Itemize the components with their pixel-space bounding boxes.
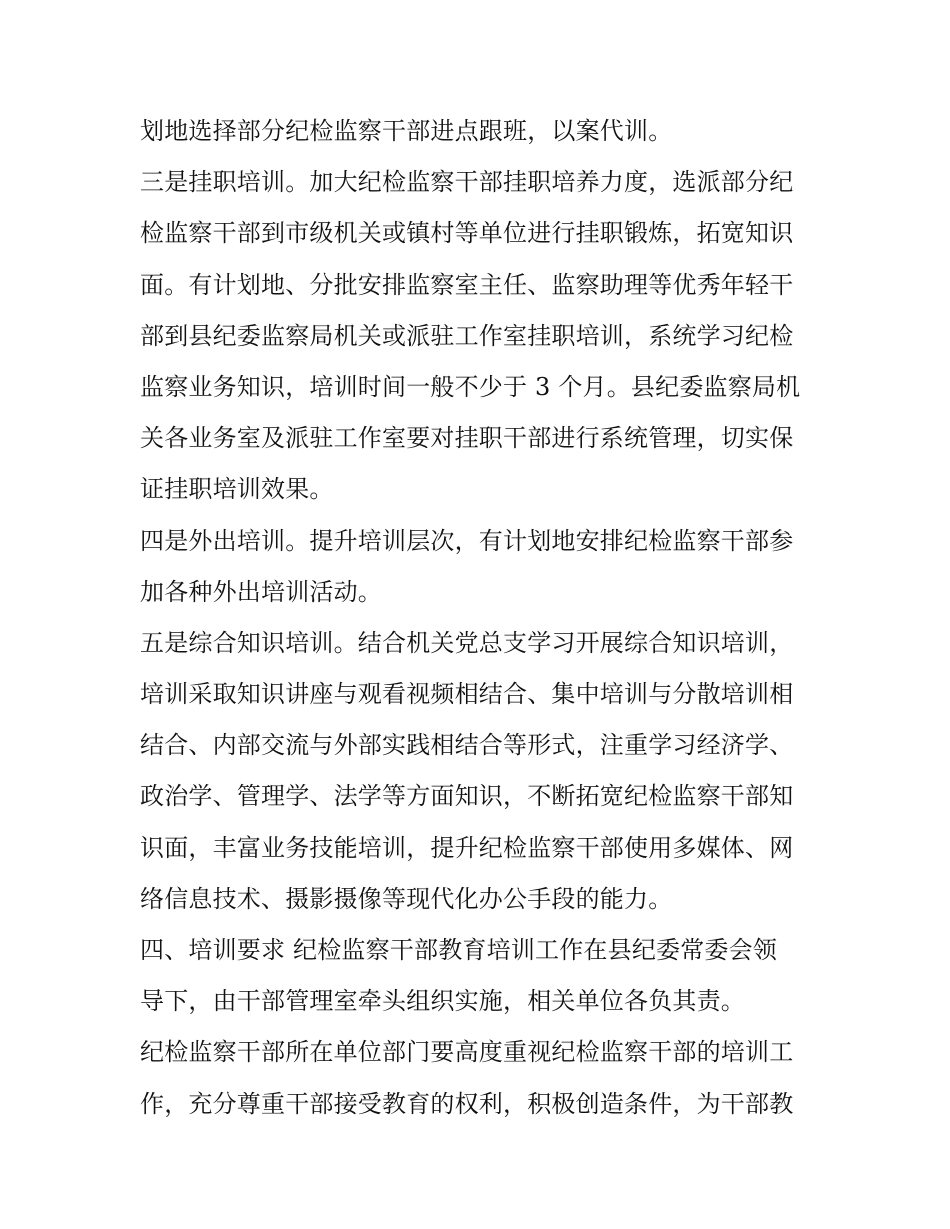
text-line: 五是综合知识培训。结合机关党总支学习开展综合知识培训， (140, 628, 794, 657)
text-line: 证挂职培训效果。 (140, 475, 334, 504)
text-line: 政治学、管理学、法学等方面知识，不断拓宽纪检监察干部知 (140, 782, 794, 811)
text-line: 检监察干部到市级机关或镇村等单位进行挂职锻炼，拓宽知识 (140, 219, 794, 248)
text-line: 加各种外出培训活动。 (140, 577, 382, 606)
text-line: 划地选择部分纪检监察干部进点跟班，以案代训。 (140, 117, 673, 145)
text-line: 结合、内部交流与外部实践相结合等形式，注重学习经济学、 (140, 731, 794, 760)
text-line: 关各业务室及派驻工作室要对挂职干部进行系统管理，切实保 (140, 424, 794, 453)
text-line: 识面，丰富业务技能培训，提升纪检监察干部使用多媒体、网 (140, 833, 794, 862)
text-line: 纪检监察干部所在单位部门要高度重视纪检监察干部的培训工 (140, 1038, 794, 1067)
text-line: 作，充分尊重干部接受教育的权利，积极创造条件，为干部教 (140, 1089, 794, 1118)
text-line: 部到县纪委监察局机关或派驻工作室挂职培训，系统学习纪检 (140, 321, 794, 350)
text-line: 导下，由干部管理室牵头组织实施，相关单位各负其责。 (140, 987, 745, 1016)
text-line: 监察业务知识，培训时间一般不少于 3 个月。县纪委监察局机 (140, 372, 801, 401)
text-line: 络信息技术、摄影摄像等现代化办公手段的能力。 (140, 884, 673, 913)
body-text (140, 106, 820, 1130)
text-line: 面。有计划地、分批安排监察室主任、监察助理等优秀年轻干 (140, 270, 794, 299)
text-line: 四、培训要求 纪检监察干部教育培训工作在县纪委常委会领 (140, 936, 778, 964)
text-line: 四是外出培训。提升培训层次，有计划地安排纪检监察干部参 (140, 526, 794, 555)
text-line: 三是挂职培训。加大纪检监察干部挂职培养力度，选派部分纪 (140, 168, 794, 197)
text-line: 培训采取知识讲座与观看视频相结合、集中培训与分散培训相 (140, 680, 794, 709)
